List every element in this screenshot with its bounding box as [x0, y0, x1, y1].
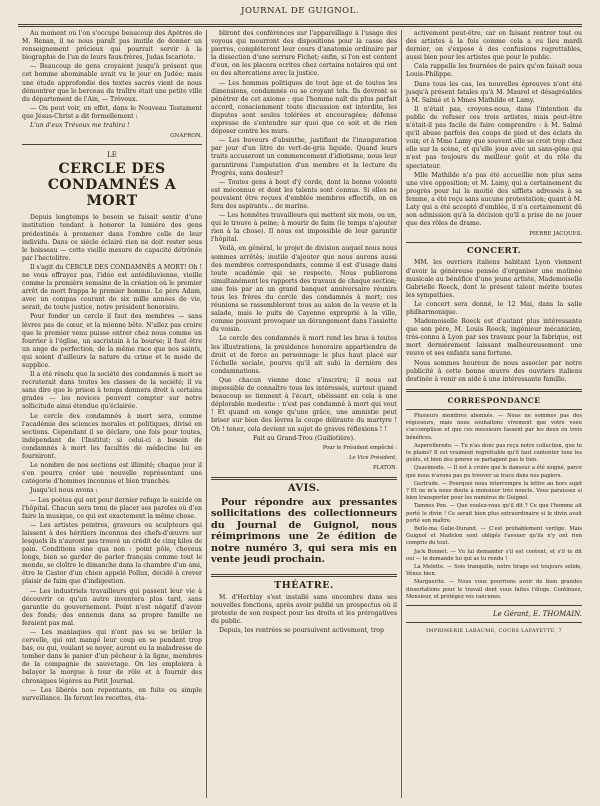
- intro-paragraph: — Beaucoup de gens croyaient jusqu'à présent que cet homme abominable avait vu le jour en Judée; mais une étude approfondie des textes sacrés vient de nous démontrer que le berceau du traître était une petite ville du département de l'Ain, — Trévoux.: [22, 63, 202, 103]
- section-rule: [406, 242, 582, 243]
- avis-body: Pour répondre aux pressantes sollicitations des collectionneurs du Journal de Guignol, nous réimprimons une 2e édition de notre numéro 3, qui sera mis en vente jeudi prochain.: [211, 497, 397, 566]
- concert-paragraph: MM. les ouvriers italiens habitant Lyon viennent d'avoir la généreuse pensée d'organiser une matinée musicale au bénéfice d'une jeune artiste, Mademoiselle Gabrielle Roeck, dont le présent talent mérite toutes les sympathies.: [406, 259, 582, 299]
- intro-quote: L'un d'eux Trévoux me trahira !: [30, 122, 130, 130]
- signature-line: Pour le Président empêché :: [322, 444, 397, 451]
- theatre-paragraph: Mlle Mathilde n'a pas été accueillie non plus sans une vive opposition; et M. Lamy, qui a certainement du progrès pour lui la moitié des sifflets adressés à sa femme, a été reçu sans aucune protestation; quant à M. Laty qui a été accepté d'emblée, il n'a certainement dû son admission qu'à la décision qu'il a prise de ne jouer que des rôles de drame.: [406, 171, 582, 228]
- article-paragraph: — Toutes gens à bout d'ý corde, dont la bonne volonté est méconnue et dont les talents sont connus. Si elles ne pouvaient être reçues d'emblée membres effectifs, on en fera des aspirants... de marine.: [211, 178, 397, 210]
- section-rule: [406, 622, 582, 623]
- signature-title: Le Vice Président,: [349, 454, 397, 461]
- article-paragraph: Depuis longtemps le besoin se faisait sentir d'une institution tendant à honorer la lumière des gens prédestinés à promener dans l'ombre celle de leur individu. Dans ce siècle éclairé rien ne doit rester sous le boisseau — cette vieille mesure de capacité détrônée par l'hectolitre.: [22, 214, 202, 262]
- theatre-title: THÉATRE.: [274, 579, 334, 591]
- concert-paragraph: Mademoiselle Roeck est d'autant plus intéressante que son père, M. Louis Roeck, ingénieur mécanicien, très-connu à Lyon par ses travaux pour la fabrique, est mort dernièrement laissant malheureusement une veuve et ses enfants sans fortune.: [406, 318, 582, 358]
- intro-paragraph: Au moment où l'on s'occupe beaucoup des Apôtres de M. Renan, il ne nous paraît pas inutile de donner un renseignement précieux qui pourrait servir à la biographie de l'un de leurs faux-frères, Judas Iscariote.: [22, 30, 202, 62]
- concert-paragraph: Le concert sera donné, le 12 Mai, dans la salle philharmonique.: [406, 300, 582, 316]
- signature-name: PLATON.: [373, 464, 397, 471]
- article-paragraph: Pour fonder un cercle il faut des membres — sans lèvres pas de cœur, et la mienne bête. N'allez pas croire que le premier venu puisse entrer chez nous comme un fourrier à l'église, un sacristain à la bourse; il faut être un ange de perfection, de la même race que nos saints, qui soient d'ailleurs la nature du crime et le mode de supplice.: [22, 313, 202, 369]
- correspondance-item: Jack Bonnet. — Vu lui demander s'il est content, et s'il te dit oui — te demande lui qui as tu rendu !: [406, 548, 582, 562]
- article-paragraph: Il s'agit du CERCLE DES CONDAMNÉS A MORT! Oh ! ne vous effrayez pas, l'idée est antédiluvienne, vieille comme la première semaine de la création où le premier arrêt de mort frappa le premier homme. Le père Adam, avec un compas courant de six mille années de vie, serait, de toute justice, notre président honoraire.: [22, 263, 202, 312]
- column-divider: [206, 30, 207, 798]
- article-paragraph: Le nombre de nos sections est illimité; chaque jour il s'en pourra créer une nouvelle représentant une catégorie d'hommes inconnus et bien tranchés.: [22, 462, 202, 486]
- article-paragraph: — Les maniaques qui n'ont pas su se brûler la cervelle, qui ont mangé leur coup en se pendant trop bas, ou qui, voulant se noyer, auront eu la maladresse de tomber dans le panier d'un pêcheur à la ligne, membres de la compagnie de sauvetage. On les emploiera à balayer la morgue à tour de rôle et à fournir des chroniques légères au Petit Journal.: [22, 629, 202, 685]
- section-rule: [22, 144, 202, 145]
- theatre-paragraph: Dans tous les cas, les nouvelles épreuves n'ont été jusqu'à présent fatales qu'à M. Maurel et désagréables à M. Salmé et à Mmes Mathilde et Lamy.: [406, 80, 582, 104]
- header-rule-thin: [18, 26, 582, 27]
- article-paragraph: Le cercle des condamnés à mort rend les bras à toutes les illustrations, la présidence honoraire appartiendra de droit et de force au personnage le plus haut placé sur l'échelle sociale, pourvu qu'il ait subi la dernière des condamnations.: [211, 335, 397, 375]
- concert-paragraph: Nous sommes heureux de nous associer par notre publicité à cette bonne œuvre des ouvriers italiens destinée à venir en aide à une intéressante famille.: [406, 359, 582, 383]
- intro-paragraph: — On peut voir, en effet, dans le Nouveau Testament que Jésus-Christ a dit formellement :: [22, 104, 202, 120]
- intro-signature: GNAFRON.: [170, 133, 202, 140]
- section-rule: [211, 574, 397, 577]
- printer-imprint: IMPRIMERIE LABAUME, COURS LAFAYETTE, 7: [426, 628, 562, 635]
- column-1: [22, 30, 202, 798]
- article-dateline: Fait au Grand-Trou (Guillotière).: [253, 434, 355, 442]
- article-paragraph: Que chacun vienne donc s'inscrire; il nous est impossible de connaître tous les intéressés, surtout quand beaucoup se tiennent à l'écart, obéissant en cela à une déplorable modestie : n'est pas condamné à mort qui veut ! Et quand on songe qu'une grâce, une amnistie peut briser sur bien des lèvres la coupe délirante du martyre ! Oh ! tenez, cela devient un sujet de graves réflexions ! !: [211, 376, 397, 433]
- page-header: JOURNAL DE GUIGNOL.: [241, 6, 359, 16]
- correspondance-item: Marguerite. — Nous vous pourrions avoir de bien grandes dissertations pour le travail dont vous faites l'éloge. Continuez, Monsieur, et protégez vos rancunes.: [406, 579, 582, 600]
- article-paragraph: Le cercle des condamnés à mort sera, comme l'académie des sciences morales et politiques, divisé en sections. Cependant il se déclare, une fois pour toutes, indépendant de l'Institut; si celui-ci a besoin de condamnés à mort les facultés de médecine lui en fourniront.: [22, 412, 202, 461]
- article-paragraph: Voilà, en général, le projet de division auquel nous nous sommes arrêtés; inutile d'ajouter que nous aurons aussi des membres correspondants, comme il est d'usage dans toute académie qui se respecte. Nous publierons simultanément les rapports des travaux de chaque section; une fois par an un grand banquet anniversaire réunira tous les frères du cercle des condamnés à mort; ces réunions se rassembleront tous au salon de la veuve et la salade, mais le puits de Cayenne exproprié à la ville, comme pouvant provoquer un dérangement dans l'assiette du voisin.: [211, 245, 397, 334]
- correspondance-item: La Melette. — Sois tranquille, notre tirage est toujours solide, Vénus bien.: [406, 564, 582, 578]
- correspondance-item: Plusieurs membres abonnés. — Nous ne sommes pas des régisseurs, mais nous souhaitons vivement que votre voeu s'accomplisse et que ces messieurs fassent par les deux ou trois bénéfices.: [406, 412, 582, 441]
- article-paragraph: — Les artistes peintres, graveurs ou sculpteurs qui laissent à des héritiers inconnus des chefs-d'œuvre sur lesquels ils n'auront pas trouvé un crédit de cinq kilos de pain. Conditions sine qua non : point pôle, cheveux longs, bien se garder de parler français comme tout le monde, se cloître le dimanche dans la chambre d'un ami, être le Castor d'un chien appelé Pollux, décidé à crever plaisir de faim que d'indigestion.: [22, 521, 202, 586]
- theatre-paragraph: Depuis, les rentrées se poursuivent activement, trop: [219, 626, 384, 634]
- article-paragraph: Jusqu'ici nous avons :: [30, 487, 98, 495]
- article-paragraph: — Les buveurs d'absinthe, justifiant de l'inauguration par jour d'un litre de vert-de-gris liquide. Quand leurs traits accuseront un commencement d'idiotisme, nous leur garantirons l'amputation d'un membre et la lecture du Progrès, sans douleur?: [211, 137, 397, 177]
- article-paragraph: — Les honnêtes travailleurs qui mettent six mois, ou un, qui le trouve à peine; à mourir de faim (le temps n'ajouter rien à la chose). Il nous est impossible de leur garantir l'hôpital.: [211, 212, 397, 244]
- theatre-paragraph: M. d'Herblay s'est installé sans encombre dans ses nouvelles fonctions, après avoir publié un prospectus où il proteste de son respect pour les droits et les prérogatives du public.: [211, 593, 397, 625]
- correspondance-item: Gertrude. — Pourquoi nous interrompre la lettre au hors sujet ? Et ne m'a nous doute à monsieur très noucle. Vous paraissez si bien transporter pour les numéros de Guignol.: [406, 480, 582, 502]
- header-rule: [18, 24, 582, 25]
- theatre-paragraph: Cela rappelle les fournées de pairs qu'on faisait sous Louis-Philippe.: [406, 63, 582, 79]
- gerant-signature: Le Gérant, E. THOMAIN.: [492, 610, 582, 619]
- article-paragraph: Il a été résolu que la société des condamnés à mort se recruterait dans toutes les classes de la société; il va sans dire que le prison à temps donnera droit à certains grades — les novices peuvent compter sur notre sollicitude ainsi étendue qu'éclairée.: [22, 371, 202, 411]
- correspondance-title: CORRESPONDANCE: [447, 395, 541, 405]
- correspondance-item: Asperefleredo. — Tu n'as donc pas reçu notre collection, que tu te plains? Il est vraiment regrettable qu'il faut contenter tous les goûts, et bien des genres se partagent pas le tien.: [406, 442, 582, 464]
- article-paragraph: — Les poètes qui ont pour dernier refuge le suicide on l'hôpital. Chacun sera tenu de placer ses paroles où d'en faire la musique, ce qui est exactement la même chose.: [22, 496, 202, 520]
- article-kicker: LE: [107, 151, 117, 160]
- concert-title: CONCERT.: [466, 246, 522, 257]
- column-3: [406, 30, 582, 798]
- correspondance-item: Quasimodo. — Il est à croire que le danseur a été soigné, parce que nous n'avons pas pu trouver sa trace dans nos papiers.: [406, 465, 582, 479]
- correspondance-item: Tamnes Pon. — Que voulez-vous qu'il dit ? Ce que l'homme ait porté le divin ! Ce serait bien plus extraordinaire si le divin avait porté son maître.: [406, 503, 582, 524]
- column-2: [211, 30, 397, 798]
- theatre-paragraph: activement peut-être, car en faisant rentrer tout ou des artistes à la fois comme cela a eu lieu mardi dernier, on s'expose à des confusions regrettables, aussi bien pour les artistes que pour le public.: [406, 30, 582, 62]
- section-rule: [211, 477, 397, 480]
- article-headline: CERCLE DES CONDAMNÉS A MORT: [47, 161, 177, 210]
- column-divider: [401, 30, 402, 798]
- theatre-paragraph: Il n'était pas, croyons-nous, dans l'intention du public de refuser ces trois artistes, mais peut-être n'était-il pas facile de faire comprendre : à M. Salmé qu'il abuse parfois des coups de pied et des éclats de voix; et à Mme Lamy que souvent elle se croit trop chez elle sur la scène, et qu'elle joue avec un sans-gêne qui n'est pas toujours du meilleur goût et du rôle du spectateur.: [406, 105, 582, 170]
- correspondance-item: Belle-ma Gulie-Durand. — C'est probablement vertige. Mais Guignol et Madelon sont obligés l'avouer qu'ils n'y ont rien compris du tout.: [406, 525, 582, 547]
- article-paragraph: — Les industriels travailleurs qui passent leur vie à découvrir ce qu'un autre inventera plus tard, sans garantie du gouvernement. Point n'est négatif d'avoir des fonds; des ennemis dans sa propre famille ne feraient pas mal.: [22, 587, 202, 627]
- section-rule: [406, 409, 582, 410]
- section-rule: [406, 389, 582, 392]
- article-paragraph: — Les hommes politiques de tout âge et de toutes les dimensions, condamnés ou se croyant tels. Ils devront se pénétrer de cet axiome : que l'homme naît du plus parfait accord, consciemment toute discussion est interdite, les disputes sont seules tolérées et encouragées; défense expresse de s'entendre sur quoi que ce soit et de rien déposer contre les murs.: [211, 79, 397, 136]
- article-paragraph: bliront des conférences sur l'appareillage à l'usage des voyous qui mourront des dispositions pour la casse des pierres, compléteront leur cours d'anatomie ordinaire par la dissection d'une serrure Fichet; enfin, si l'on est content d'eux, on les placera ecrites chez certains notaires qui ont eu des altercations avec la justice.: [211, 30, 397, 78]
- avis-title: AVIS.: [287, 482, 321, 494]
- article-paragraph: — Les libérés non repentants, en fuite ou simple surveillance. Ils feront les recettes, éta-: [22, 686, 202, 702]
- section-rule: [406, 605, 582, 606]
- theatre-signature: PIERRE JACQUES.: [529, 231, 582, 238]
